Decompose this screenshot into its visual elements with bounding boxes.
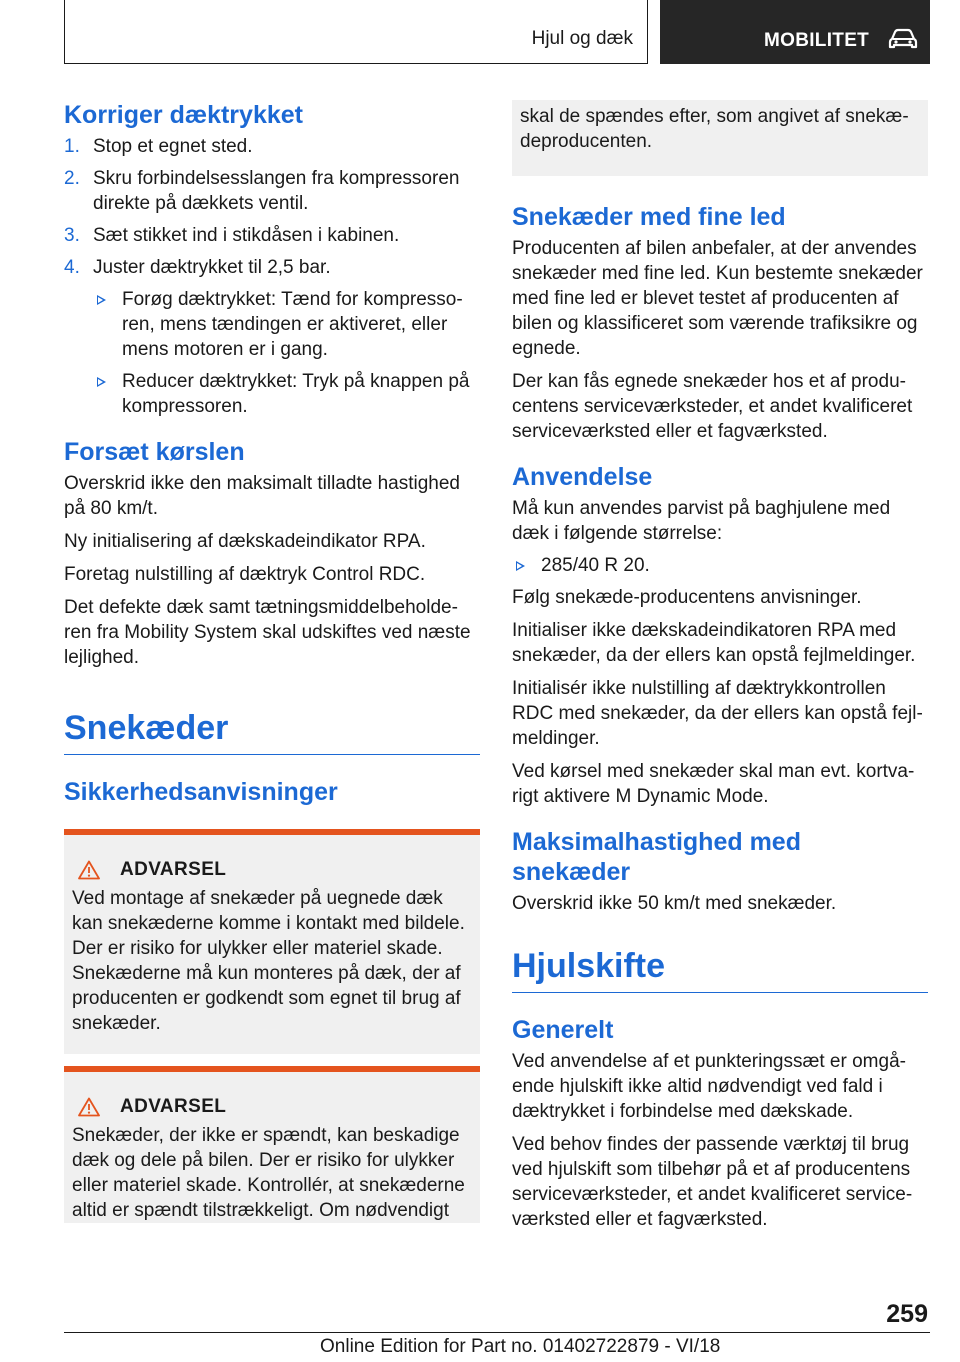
- step-item: 4. Juster dæktrykket til 2,5 bar. Forøg dæktrykket: Tænd for kompresso-ren, mens tændingen er aktiveret, eller mens motoren er i gang. Reducer dæktrykket: Tryk på knappen på kompressoren.: [64, 255, 480, 419]
- paragraph: Må kun anvendes parvist på baghjulene med dæk i følgende størrelse:: [512, 498, 891, 544]
- safety-heading: Sikkerhedsanvisninger: [64, 778, 338, 806]
- footer-divider: [64, 1332, 930, 1333]
- header-section-tab: [64, 0, 648, 64]
- warning-label: ADVARSEL: [120, 859, 227, 880]
- tire-size-list: [512, 553, 928, 578]
- step-item: 1. Stop et egnet sted.: [64, 136, 253, 157]
- footer-edition: Online Edition for Part no. 01402722879 - VI/18: [320, 1336, 721, 1357]
- max-speed-heading: Maksimalhastighed med snekæder: [512, 828, 801, 886]
- header-chapter-title: MOBILITET: [764, 30, 870, 51]
- triangle-bullet-icon: [97, 295, 106, 305]
- left-column: [64, 100, 480, 1223]
- paragraph: Ved anvendelse af et punkteringssæt er omgå-ende hjulskift ikke altid nødvendigt ved fald i dæktrykket i forbindelse med dækskade.: [512, 1051, 906, 1122]
- usage-heading: Anvendelse: [512, 463, 653, 491]
- warning-text: Snekæder, der ikke er spændt, kan beskadige dæk og dele på bilen. Der er risiko for ulykker eller materiel skade. Kontrollér, at snekæderne altid er spændt tilstrækkeligt. Om nødvendigt: [72, 1125, 465, 1221]
- right-column: [512, 100, 928, 1232]
- paragraph: Foretag nulstilling af dæktryk Control RDC.: [64, 564, 426, 585]
- paragraph: Overskrid ikke 50 km/t med snekæder.: [512, 893, 837, 914]
- warning-triangle-icon: [78, 1097, 100, 1117]
- paragraph: Producenten af bilen anbefaler, at der anvendes snekæder med fine led. Kun bestemte snekæder med fine led er blevet testet af producenten af bilen og klassificeret som værende trafiksikre og egnede.: [512, 238, 923, 359]
- paragraph: Ny initialisering af dækskadeindikator RPA.: [64, 531, 426, 552]
- substeps-list: [93, 287, 480, 419]
- warning-triangle-icon: [78, 860, 100, 880]
- step-item: 2. Skru forbindelsesslangen fra kompressoren direkte på dækkets ventil.: [64, 168, 460, 214]
- paragraph: Initialiser ikke dækskadeindikatoren RPA med snekæder, da der ellers kan opstå fejlmeldinger.: [512, 620, 916, 666]
- substep-item: Reducer dæktrykket: Tryk på knappen på kompressoren.: [93, 369, 480, 419]
- tire-size-item: 285/40 R 20.: [512, 553, 928, 578]
- header-chapter-tab: [660, 0, 930, 64]
- car-icon: [888, 28, 918, 52]
- warning-header: [72, 857, 472, 882]
- triangle-bullet-icon: [516, 561, 525, 571]
- steps-list: [64, 134, 480, 419]
- warning-header: [72, 1094, 472, 1119]
- paragraph: Følg snekæde-producentens anvisninger.: [512, 587, 862, 608]
- paragraph: Der kan fås egnede snekæder hos et af produ-centens serviceværksteder, et andet kvalificeret serviceværksted eller et fagværksted.: [512, 371, 913, 442]
- fine-link-chains-heading: Snekæder med fine led: [512, 203, 786, 231]
- snow-chains-heading: Snekæder: [64, 708, 480, 755]
- warning-continuation-box: [512, 100, 928, 176]
- warning-text: Ved montage af snekæder på uegnede dæk kan snekæderne komme i kontakt med bildele. Der er risiko for ulykker eller materiel skade. Snekæderne må kun monteres på dæk, der af producenten er godkendt som egnet til brug af snekæder.: [72, 888, 465, 1034]
- page-header: [64, 0, 930, 64]
- general-heading: Generelt: [512, 1016, 614, 1044]
- substep-item: Forøg dæktrykket: Tænd for kompresso-ren, mens tændingen er aktiveret, eller mens motoren er i gang.: [93, 287, 480, 362]
- paragraph: Initialisér ikke nulstilling af dæktrykkontrollen RDC med snekæder, da der ellers kan opstå fejl-meldinger.: [512, 678, 923, 749]
- correct-pressure-heading: Korriger dæktrykket: [64, 101, 303, 129]
- continue-driving-heading: Forsæt kørslen: [64, 438, 245, 466]
- warning-box: [64, 829, 480, 1054]
- wheel-change-heading: Hjulskifte: [512, 946, 928, 993]
- paragraph: Ved kørsel med snekæder skal man evt. kortva-rigt aktivere M Dynamic Mode.: [512, 761, 915, 807]
- paragraph: Det defekte dæk samt tætningsmiddelbeholde-ren fra Mobility System skal udskiftes ved næste lejlighed.: [64, 597, 471, 668]
- triangle-bullet-icon: [97, 377, 106, 387]
- page-number: 259: [886, 1300, 928, 1328]
- paragraph: Ved behov findes der passende værktøj til brug ved hjulskift som tilbehør på et af producentens serviceværksteder, et andet kvalificeret service-værksted eller et fagværksted.: [512, 1134, 913, 1230]
- paragraph: Overskrid ikke den maksimalt tilladte hastighed på 80 km/t.: [64, 473, 461, 519]
- warning-label: ADVARSEL: [120, 1096, 227, 1117]
- header-section-title: Hjul og dæk: [531, 28, 633, 49]
- warning-box: [64, 1066, 480, 1223]
- step-item: 3. Sæt stikket ind i stikdåsen i kabinen.: [64, 225, 400, 246]
- warning-text: skal de spændes efter, som angivet af snekæ-deproducenten.: [520, 106, 909, 152]
